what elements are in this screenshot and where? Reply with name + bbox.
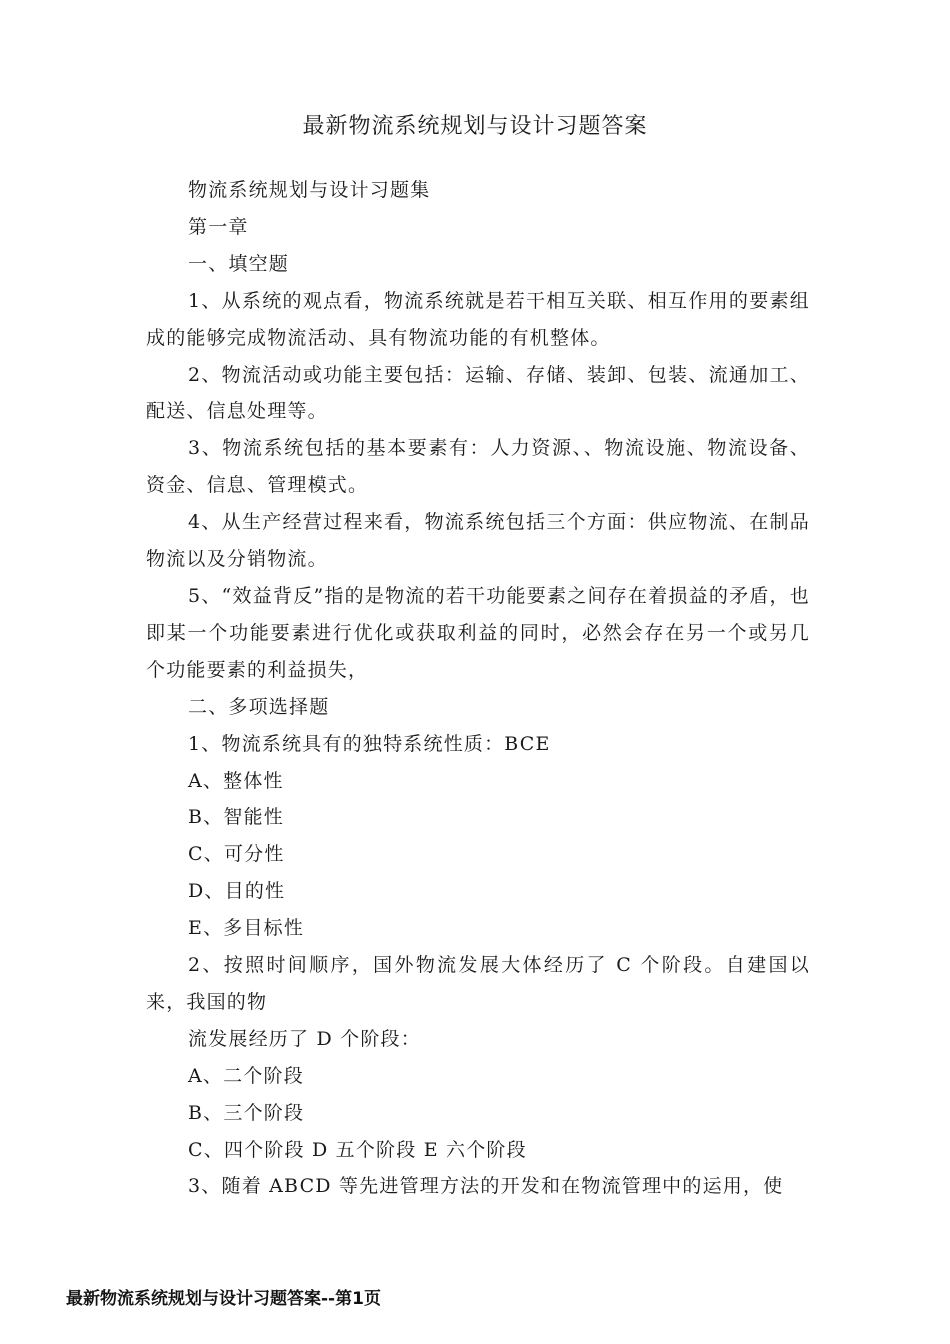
paragraph-question-3: 3、随着 ABCD 等先进管理方法的开发和在物流管理中的运用，使 — [188, 1175, 784, 1198]
paragraph-option-a: A、整体性 — [188, 769, 284, 792]
paragraph-fill-blank-1: 1、从系统的观点看，物流系统就是若干相互关联、相互作用的要素组成的能够完成物流活动、具有物流功能的有机整体。 — [146, 289, 810, 349]
document-body — [146, 172, 810, 1205]
document-title: 最新物流系统规划与设计习题答案 — [302, 114, 648, 139]
paragraph-section-heading: 物流系统规划与设计习题集 — [188, 179, 431, 201]
paragraph-chapter: 第一章 — [188, 215, 249, 238]
paragraph-fill-blank-5: 5、“效益背反”指的是物流的若干功能要素之间存在着损益的矛盾，也即某一个功能要素进行优化或获取利益的同时，必然会存在另一个或另几个功能要素的利益损失， — [146, 584, 810, 681]
paragraph-q2-option-b: B、三个阶段 — [188, 1101, 305, 1124]
paragraph-fill-blank-heading: 一、填空题 — [188, 252, 290, 275]
paragraph-option-c: C、可分性 — [188, 843, 285, 866]
page-footer: 最新物流系统规划与设计习题答案--第1页 — [66, 1289, 381, 1309]
paragraph-fill-blank-3: 3、物流系统包括的基本要素有：人力资源、、物流设施、物流设备、资金、信息、管理模式。 — [146, 437, 810, 497]
paragraph-question-2: 2、按照时间顺序，国外物流发展大体经历了 C 个阶段。自建国以来，我国的物 — [146, 954, 810, 1013]
paragraph-q2-options-cde: C、四个阶段 D 五个阶段 E 六个阶段 — [188, 1138, 527, 1161]
paragraph-question-2-continued: 流发展经历了 D 个阶段： — [188, 1027, 421, 1050]
paragraph-fill-blank-2: 2、物流活动或功能主要包括：运输、存储、装卸、包装、流通加工、配送、信息处理等。 — [146, 363, 810, 423]
paragraph-q2-option-a: A、二个阶段 — [188, 1064, 304, 1087]
paragraph-option-e: E、多目标性 — [188, 917, 305, 940]
paragraph-option-d: D、目的性 — [188, 880, 286, 903]
paragraph-option-b: B、智能性 — [188, 806, 284, 829]
paragraph-fill-blank-4: 4、从生产经营过程来看，物流系统包括三个方面：供应物流、在制品物流以及分销物流。 — [146, 511, 810, 571]
paragraph-question-1: 1、物流系统具有的独特系统性质：BCE — [188, 732, 551, 755]
paragraph-multiple-choice-heading: 二、多项选择题 — [188, 695, 330, 718]
